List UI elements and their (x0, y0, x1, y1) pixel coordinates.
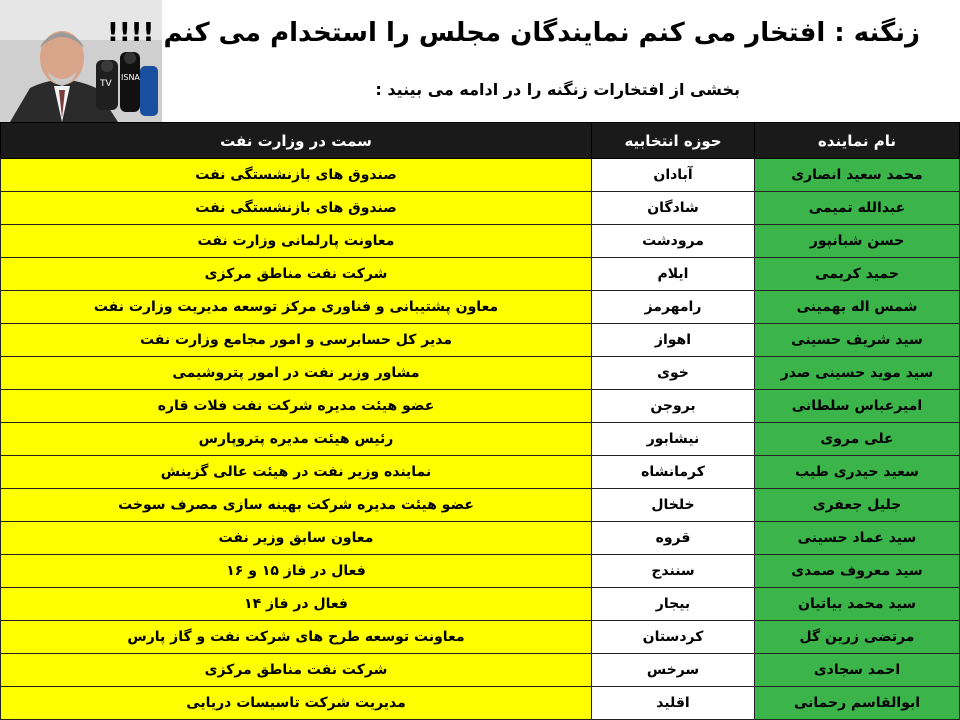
rep-name: ابوالقاسم رحمانی (755, 687, 960, 720)
rep-district: قروه (592, 522, 755, 555)
rep-position: شرکت نفت مناطق مرکزی (1, 654, 592, 687)
header-name: نام نماینده (755, 123, 960, 159)
table-row (1, 522, 960, 555)
rep-district: شادگان (592, 192, 755, 225)
rep-district: رامهرمز (592, 291, 755, 324)
table-row (1, 390, 960, 423)
rep-position: معاونت پارلمانی وزارت نفت (1, 225, 592, 258)
rep-district: سنندج (592, 555, 755, 588)
rep-position: فعال در فاز ۱۴ (1, 588, 592, 621)
rep-name: حسن شبانپور (755, 225, 960, 258)
rep-district: مرودشت (592, 225, 755, 258)
rep-position: رئیس هیئت مدیره پتروپارس (1, 423, 592, 456)
rep-name: سید معروف صمدی (755, 555, 960, 588)
table-row (1, 687, 960, 720)
rep-district: اهواز (592, 324, 755, 357)
rep-position: عضو هیئت مدیره شرکت نفت فلات قاره (1, 390, 592, 423)
rep-position: صندوق های بازنشستگی نفت (1, 159, 592, 192)
page-title: زنگنه : افتخار می کنم نمایندگان مجلس را استخدام می کنم !!!! (106, 18, 920, 48)
table-row (1, 258, 960, 291)
rep-district: خوی (592, 357, 755, 390)
rep-position: معاون پشتیبانی و فناوری مرکز توسعه مدیریت وزارت نفت (1, 291, 592, 324)
rep-name: سید موید حسینی صدر (755, 357, 960, 390)
rep-position: عضو هیئت مدیره شرکت بهینه سازی مصرف سوخت (1, 489, 592, 522)
rep-name: عبدالله تمیمی (755, 192, 960, 225)
mic-label-tv: TV (100, 79, 112, 89)
rep-name: جلیل جعفری (755, 489, 960, 522)
rep-position: معاون سابق وزیر نفت (1, 522, 592, 555)
header-position: سمت در وزارت نفت (1, 123, 592, 159)
table-row (1, 489, 960, 522)
mic-label-isna: ISNA (121, 73, 140, 82)
rep-position: مدیریت شرکت تاسیسات دریایی (1, 687, 592, 720)
rep-district: سرخس (592, 654, 755, 687)
table-row (1, 357, 960, 390)
rep-position: شرکت نفت مناطق مرکزی (1, 258, 592, 291)
table-row (1, 192, 960, 225)
rep-position: مدیر کل حسابرسی و امور مجامع وزارت نفت (1, 324, 592, 357)
table-row (1, 621, 960, 654)
table-header-row (1, 123, 960, 159)
rep-name: سید عماد حسینی (755, 522, 960, 555)
table-row (1, 588, 960, 621)
table-row (1, 456, 960, 489)
page-subtitle: بخشی از افتخارات زنگنه را در ادامه می بینید : (375, 80, 740, 99)
rep-name: سید محمد بیاتیان (755, 588, 960, 621)
rep-district: ایلام (592, 258, 755, 291)
rep-district: خلخال (592, 489, 755, 522)
rep-name: مرتضی زرین گل (755, 621, 960, 654)
rep-name: شمس اله بهمینی (755, 291, 960, 324)
rep-position: نماینده وزیر نفت در هیئت عالی گزینش (1, 456, 592, 489)
rep-district: کردستان (592, 621, 755, 654)
rep-district: اقلید (592, 687, 755, 720)
rep-position: مشاور وزیر نفت در امور پتروشیمی (1, 357, 592, 390)
header-district: حوزه انتخابیه (592, 123, 755, 159)
rep-name: امیرعباس سلطانی (755, 390, 960, 423)
page-header (0, 0, 960, 122)
table-row (1, 291, 960, 324)
table-row (1, 159, 960, 192)
rep-district: بروجن (592, 390, 755, 423)
table-row (1, 324, 960, 357)
table-body (1, 159, 960, 720)
rep-name: حمید کریمی (755, 258, 960, 291)
table-row (1, 654, 960, 687)
rep-position: صندوق های بازنشستگی نفت (1, 192, 592, 225)
table-row (1, 225, 960, 258)
rep-name: احمد سجادی (755, 654, 960, 687)
table-row (1, 555, 960, 588)
rep-position: معاونت توسعه طرح های شرکت نفت و گاز پارس (1, 621, 592, 654)
rep-name: سید شریف حسینی (755, 324, 960, 357)
rep-name: محمد سعید انصاری (755, 159, 960, 192)
representatives-table (0, 122, 960, 720)
rep-district: آبادان (592, 159, 755, 192)
rep-name: علی مروی (755, 423, 960, 456)
rep-district: نیشابور (592, 423, 755, 456)
rep-name: سعید حیدری طیب (755, 456, 960, 489)
rep-district: کرمانشاه (592, 456, 755, 489)
table-row (1, 423, 960, 456)
rep-district: بیجار (592, 588, 755, 621)
rep-position: فعال در فاز ۱۵ و ۱۶ (1, 555, 592, 588)
